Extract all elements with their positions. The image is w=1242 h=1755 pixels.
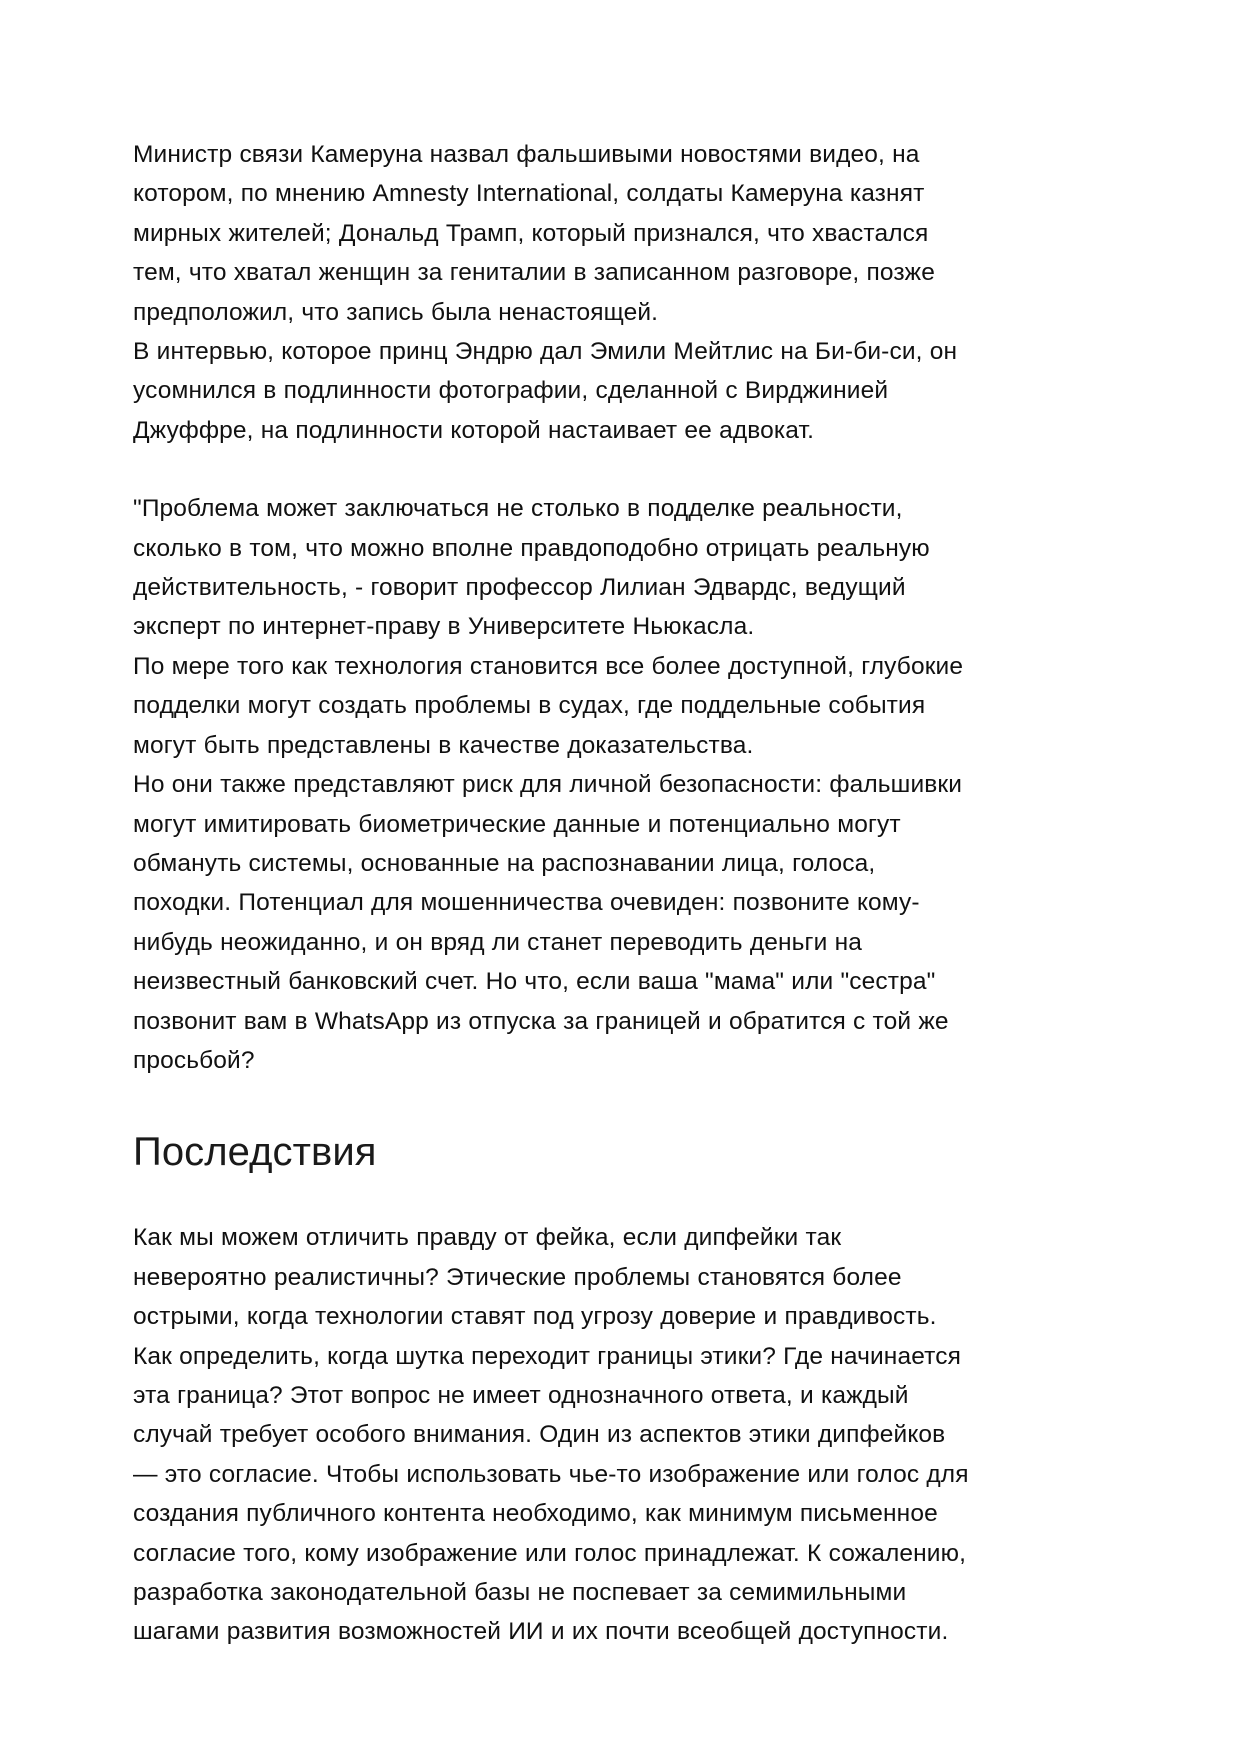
document-body <box>133 135 969 1652</box>
paragraph-quote-lilian-edwards: "Проблема может заключаться не столько в подделке реальности, сколько в том, что можно вполне правдоподобно отрицать реальную действительность, - говорит профессор Лилиан Эдвардс, ведущий эксперт по интернет-праву в Университете Ньюкасла. <box>133 495 930 641</box>
paragraph-courts-evidence: По мере того как технология становится все более доступной, глубокие подделки могут создать проблемы в судах, где поддельные события могут быть представлены в качестве доказательства. <box>133 652 964 759</box>
paragraph-prince-andrew-interview: В интервью, которое принц Эндрю дал Эмили Мейтлис на Би-би-си, он усомнился в подлинности фотографии, сделанной с Вирджинией Джуффре, на подлинности которой настаивает ее адвокат. <box>133 338 958 444</box>
heading-consequences: Последствия <box>133 1130 377 1175</box>
heading-block <box>133 1126 969 1178</box>
paragraph-ethics-consent: Как мы можем отличить правду от фейка, если дипфейки так невероятно реалистичны? Этические проблемы становятся более острыми, когда технологии ставят под угрозу доверие и правдивость. Как определить, когда шутка переходит границы этики? Где начинается эта граница? Этот вопрос не имеет однозначного ответа, и каждый случай требует особого внимания. Один из аспектов этики дипфейков — это согласие. Чтобы использовать чье-то изображение или голос для создания публичного контента необходимо, как минимум письменное согласие того, кому изображение или голос принадлежат. К сожалению, разработка законодательной базы не поспевает за семимильными шагами развития возможностей ИИ и их почти всеобщей доступности. <box>133 1224 969 1646</box>
paragraph-gap <box>133 450 969 489</box>
paragraph-ministry-cameroon: Министр связи Камеруна назвал фальшивыми новостями видео, на котором, по мнению Amnesty International, солдаты Камеруна казнят мирных жителей; Дональд Трамп, который признался, что хвастался тем, что хватал женщин за гениталии в записанном разговоре, позже предположил, что запись была ненастоящей. <box>133 141 935 326</box>
paragraph-personal-security-risk: Но они также представляют риск для личной безопасности: фальшивки могут имитировать биометрические данные и потенциально могут обмануть системы, основанные на распознавании лица, голоса, походки. Потенциал для мошенничества очевиден: позвоните кому-нибудь неожиданно, и он вряд ли станет переводить деньги на неизвестный банковский счет. Но что, если ваша "мама" или "сестра" позвонит вам в WhatsApp из отпуска за границей и обратится с той же просьбой? <box>133 771 963 1074</box>
